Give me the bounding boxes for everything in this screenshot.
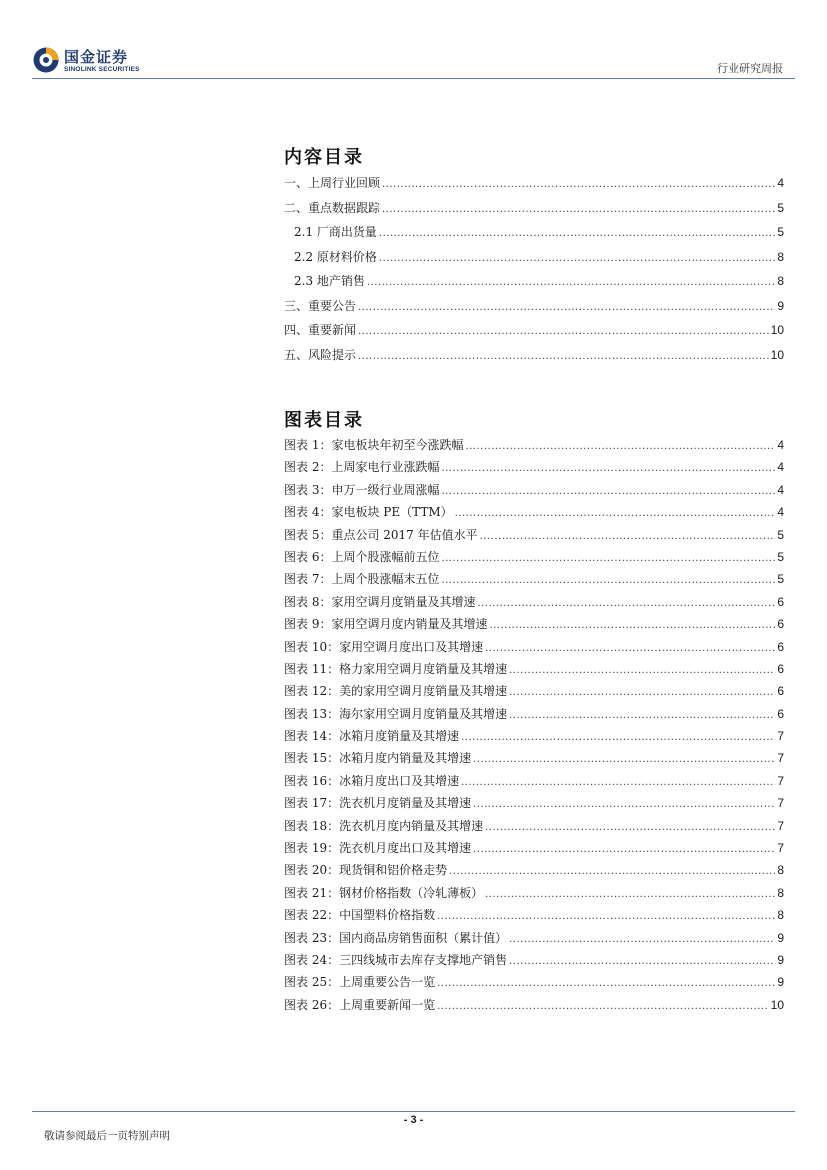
toc-item[interactable]: 二、重点数据跟踪 ..... 5 (284, 199, 784, 224)
header-divider (32, 78, 795, 79)
figure-item[interactable]: 图表 4：家电板块 PE（TTM） ..... 4 (284, 503, 784, 525)
toc-item[interactable]: 五、风险提示 ..... 10 (284, 346, 784, 371)
toc-item[interactable]: 四、重要新闻 ..... 10 (284, 321, 784, 346)
figure-item[interactable]: 图表 14：冰箱月度销量及其增速 ..... 7 (284, 727, 784, 749)
figure-item[interactable]: 图表 21：钢材价格指数（冷轧薄板） ..... 8 (284, 884, 784, 906)
toc-subitem[interactable]: 2.1 厂商出货量 ..... 5 (284, 223, 784, 248)
page-number: - 3 - (403, 1114, 424, 1126)
sinolink-logo-icon (32, 46, 60, 74)
figure-item[interactable]: 图表 16：冰箱月度出口及其增速 ..... 7 (284, 772, 784, 794)
page-header (0, 0, 827, 80)
figure-item[interactable]: 图表 1：家电板块年初至今涨跌幅 ..... 4 (284, 436, 784, 458)
footer-divider (32, 1111, 795, 1112)
figure-item[interactable]: 图表 6：上周个股涨幅前五位 ..... 5 (284, 548, 784, 570)
toc-list (284, 174, 784, 370)
toc-subitem[interactable]: 2.2 原材料价格 ..... 8 (284, 248, 784, 273)
figure-item[interactable]: 图表 23：国内商品房销售面积（累计值） ..... 9 (284, 929, 784, 951)
logo-chinese-name: 国金证券 (64, 48, 129, 66)
logo-english-name: SINOLINK SECURITIES (64, 66, 140, 73)
figure-item[interactable]: 图表 10：家用空调月度出口及其增速 ..... 6 (284, 638, 784, 660)
report-type: 行业研究周报 (717, 62, 783, 75)
figure-item[interactable]: 图表 17：洗衣机月度销量及其增速 ..... 7 (284, 794, 784, 816)
figure-item[interactable]: 图表 11：格力家用空调月度销量及其增速 ..... 6 (284, 660, 784, 682)
toc-item[interactable]: 三、重要公告 ..... 9 (284, 297, 784, 322)
figure-item[interactable]: 图表 3：申万一级行业周涨幅 ..... 4 (284, 481, 784, 503)
figures-list (284, 436, 784, 1018)
figure-item[interactable]: 图表 8：家用空调月度销量及其增速 ..... 6 (284, 593, 784, 615)
figure-item[interactable]: 图表 22：中国塑料价格指数 ..... 8 (284, 906, 784, 928)
toc-item[interactable]: 一、上周行业回顾 ..... 4 (284, 174, 784, 199)
figure-item[interactable]: 图表 19：洗衣机月度出口及其增速 ..... 7 (284, 839, 784, 861)
figure-item[interactable]: 图表 9：家用空调月度内销量及其增速 ..... 6 (284, 615, 784, 637)
figure-item[interactable]: 图表 26：上周重要新闻一览 ..... 10 (284, 996, 784, 1018)
company-logo (32, 46, 162, 80)
figure-item[interactable]: 图表 24：三四线城市去库存支撑地产销售 ..... 9 (284, 951, 784, 973)
figure-item[interactable]: 图表 25：上周重要公告一览 ..... 9 (284, 973, 784, 995)
figure-item[interactable]: 图表 13：海尔家用空调月度销量及其增速 ..... 6 (284, 705, 784, 727)
figure-item[interactable]: 图表 2：上周家电行业涨跌幅 ..... 4 (284, 458, 784, 480)
toc-title: 内容目录 (284, 147, 364, 168)
figure-item[interactable]: 图表 20：现货铜和铝价格走势 ..... 8 (284, 861, 784, 883)
figure-item[interactable]: 图表 7：上周个股涨幅末五位 ..... 5 (284, 570, 784, 592)
toc-subitem[interactable]: 2.3 地产销售 ..... 8 (284, 272, 784, 297)
footer-disclaimer: 敬请参阅最后一页特别声明 (44, 1130, 170, 1142)
figure-item[interactable]: 图表 15：冰箱月度内销量及其增速 ..... 7 (284, 749, 784, 771)
figures-title: 图表目录 (284, 410, 364, 431)
figure-item[interactable]: 图表 12：美的家用空调月度销量及其增速 ..... 6 (284, 682, 784, 704)
figure-item[interactable]: 图表 5：重点公司 2017 年估值水平 ..... 5 (284, 526, 784, 548)
figure-item[interactable]: 图表 18：洗衣机月度内销量及其增速 ..... 7 (284, 817, 784, 839)
